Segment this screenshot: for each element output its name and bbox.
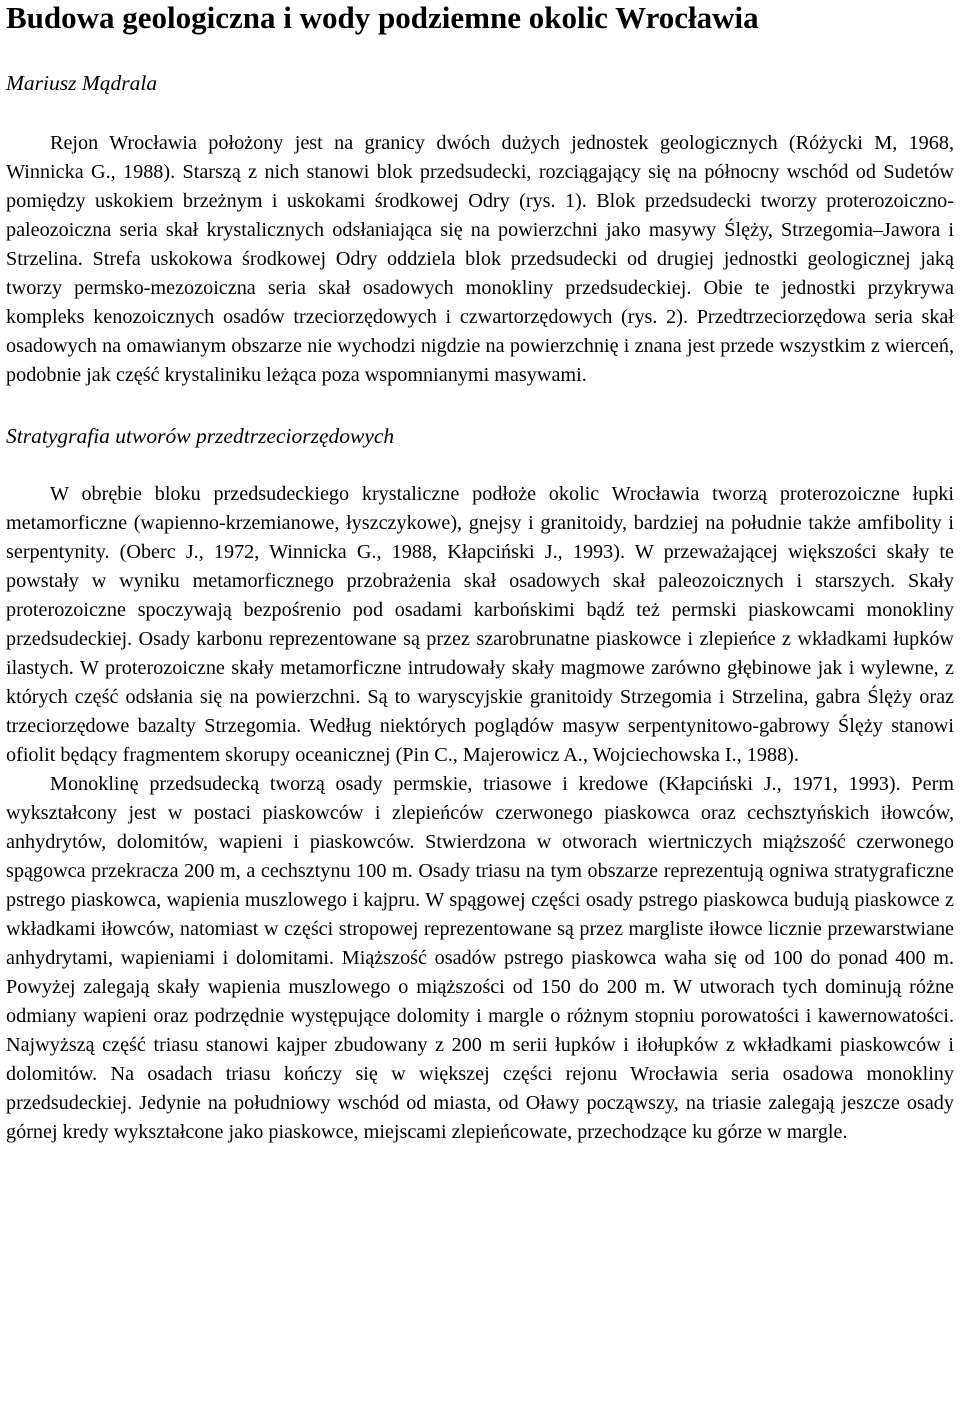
intro-paragraph: Rejon Wrocławia położony jest na granicy dwóch dużych jednostek geologicznych (Różycki M, 1968, Winnicka G., 1988). Starszą z nich stanowi blok przedsudecki, rozciągający się na północny wschód od Sudetów pomiędzy uskokiem brzeżnym i uskokami środkowej Odry (rys. 1). Blok przedsudecki tworzy proterozoiczno-paleozoiczna seria skał krystalicznych odsłaniająca się na powierzchni jako masywy Ślęży, Strzegomia–Jawora i Strzelina. Strefa uskokowa środkowej Odry oddziela blok przedsudecki od drugiej jednostki geologicznej jaką tworzy permsko-mezozoiczna seria skał osadowych monokliny przedsudeckiej. Obie te jednostki przykrywa kompleks kenozoicznych osadów trzeciorzędowych i czwartorzędowych (rys. 2). Przedtrzeciorzędowa seria skał osadowych na omawianym obszarze nie wychodzi nigdzie na powierzchnię i znana jest przede wszystkim z wierceń, podobnie jak część krystaliniku leżąca poza wspomnianymi masywami. (6, 132, 954, 386)
crystalline-basement-paragraph: W obrębie bloku przedsudeckiego krystaliczne podłoże okolic Wrocławia tworzą proterozoiczne łupki metamorficzne (wapienno-krzemianowe, łyszczykowe), gnejsy i granitoidy, bardziej na południe także amfibolity i serpentynity. (Oberc J., 1972, Winnicka G., 1988, Kłapciński J., 1993). W przeważającej większości skały te powstały w wyniku metamorficznego przobrażenia skał osadowych skał paleozoicznych i starszych. Skały proterozoiczne spoczywają bezpośrenio pod osadami karbońskimi bądź też permski piaskowcami monokliny przedsudeckiej. Osady karbonu reprezentowane są przez szarobrunatne piaskowce i zlepieńce z wkładkami łupków ilastych. W proterozoiczne skały metamorficzne intrudowały skały magmowe zarówno głębinowe jak i wylewne, z których część odsłania się na powierzchni. Są to waryscyjskie granitoidy Strzegomia i Strzelina, gabra Ślęży oraz trzeciorzędowe bazalty Strzegomia. Według niektórych poglądów masyw serpentynitowo-gabrowy Ślęży stanowi ofiolit będący fragmentem skorupy oceanicznej (Pin C., Majerowicz A., Wojciechowska I., 1988). (6, 483, 954, 766)
section-heading: Stratygrafia utworów przedtrzeciorzędowych (6, 424, 395, 448)
document-title: Budowa geologiczna i wody podziemne okolic Wrocławia (6, 0, 759, 35)
monocline-paragraph: Monoklinę przedsudecką tworzą osady permskie, triasowe i kredowe (Kłapciński J., 1971, 1993). Perm wykształcony jest w postaci piaskowców i zlepieńców czerwonego piaskowca oraz cechsztyńskich iłowców, anhydrytów, dolomitów, wapieni i piaskowców. Stwierdzona w otworach wiertniczych miąższość czerwonego spągowca przekracza 200 m, a cechsztynu 100 m. Osady triasu na tym obszarze reprezentują ogniwa stratygraficzne pstrego piaskowca, wapienia muszlowego i kajpru. W spągowej części osady pstrego piaskowca budują piaskowce z wkładkami iłowców, natomiast w części stropowej reprezentowane są przez margliste iłowce licznie przewarstwiane anhydrytami, wapieniami i dolomitami. Miąższość osadów pstrego piaskowca waha się od 100 do ponad 400 m. Powyżej zalegają skały wapienia muszlowego o miąższości od 150 do 200 m. W utworach tych dominują różne odmiany wapieni oraz podrzędnie występujące dolomity i margle o różnym stopniu porowatości i kawernowatości. Najwyższą część triasu stanowi kajper zbudowany z 200 m serii łupków i iłołupków z wkładkami piaskowców i dolomitów. Na osadach triasu kończy się w większej części rejonu Wrocławia seria osadowa monokliny przedsudeckiej. Jedynie na południowy wschód od miasta, od Oławy począwszy, na triasie zalegają jeszcze osady górnej kredy wykształcone jako piaskowce, miejscami zlepieńcowate, przechodzące ku górze w margle. (6, 773, 954, 1143)
author-name: Mariusz Mądrala (6, 71, 158, 95)
